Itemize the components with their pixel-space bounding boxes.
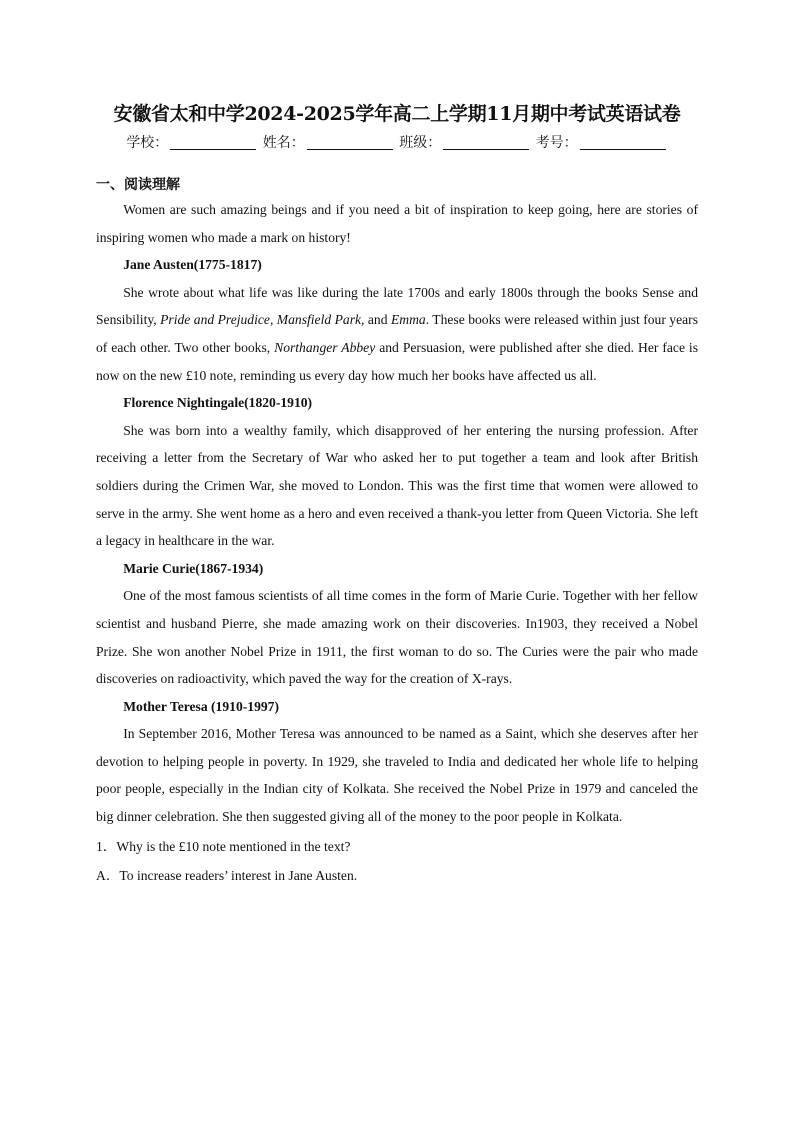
book-title-italic: Northanger Abbey	[274, 339, 376, 355]
person-text-nightingale: She was born into a wealthy family, which disapproved of her entering the nursing profession. After receiving a letter from the Secretary of War who asked her to put together a team and look after British soldiers during the Crimen War, she moved to London. This was the first time that women were allowed to serve in the army. She went home as a hero and even received a thank-you letter from Queen Victoria. She left a legacy in healthcare in the war.	[96, 422, 698, 549]
class-blank[interactable]	[443, 135, 529, 150]
exam-number-label: 考号：	[535, 135, 578, 151]
exam-title: 安徽省太和中学2024-2025学年高二上学期11月期中考试英语试卷	[113, 103, 681, 125]
section-title: 一、阅读理解	[96, 177, 180, 193]
exam-page	[96, 100, 698, 890]
question-1: 1．Why is the £10 note mentioned in the text?	[96, 838, 351, 854]
text-run: and	[364, 312, 391, 328]
person-heading-austen: Jane Austen(1775-1817)	[123, 257, 262, 273]
book-title-italic: Pride and Prejudice, Mansfield Park,	[160, 312, 365, 328]
class-label: 班级：	[399, 135, 442, 151]
name-label: 姓名：	[262, 135, 305, 151]
person-heading-curie: Marie Curie(1867-1934)	[123, 560, 264, 576]
student-info-line	[96, 132, 698, 154]
person-text-curie: One of the most famous scientists of all time comes in the form of Marie Curie. Together with her fellow scientist and husband Pierre, she made amazing work on their discoveries. In1903, they received a Nobel Prize. She won another Nobel Prize in 1911, the first woman to do so. The Curies were the pair who made discoveries on radioactivity, which paved the way for the creation of X-rays.	[96, 588, 698, 687]
school-blank[interactable]	[170, 135, 256, 150]
book-title-italic: Emma	[390, 312, 426, 328]
person-heading-nightingale: Florence Nightingale(1820-1910)	[123, 395, 313, 411]
text-run: She wrote about what life was like during the late 1700s and early 1800s through the books Sense and Sensibility,	[96, 284, 698, 328]
text-run: and Persuasion, were published after she died. Her face is now on the new £10 note, reminding us every day how much her books have affected us all.	[96, 339, 699, 383]
school-label: 学校：	[126, 135, 169, 151]
text-run: . These books were released within just four years of each other. Two other books,	[96, 312, 698, 355]
person-text-teresa: In September 2016, Mother Teresa was announced to be named as a Saint, which she deserves after her devotion to helping people in poverty. In 1929, she traveled to India and dedicated her whole life to helping poor people, especially in the Indian city of Kolkata. She received the Nobel Prize in 1979 and canceled the big dinner celebration. She then suggested giving all of the money to the poor people in Kolkata.	[96, 726, 698, 825]
person-text-austen	[96, 279, 698, 389]
option-a[interactable]: A．To increase readers’ interest in Jane Austen.	[96, 868, 358, 884]
intro-paragraph: Women are such amazing beings and if you need a bit of inspiration to keep going, here are stories of inspiring women who made a mark on history!	[96, 202, 698, 245]
person-heading-teresa: Mother Teresa (1910-1997)	[123, 698, 279, 714]
exam-number-blank[interactable]	[580, 135, 666, 150]
name-blank[interactable]	[307, 135, 393, 150]
